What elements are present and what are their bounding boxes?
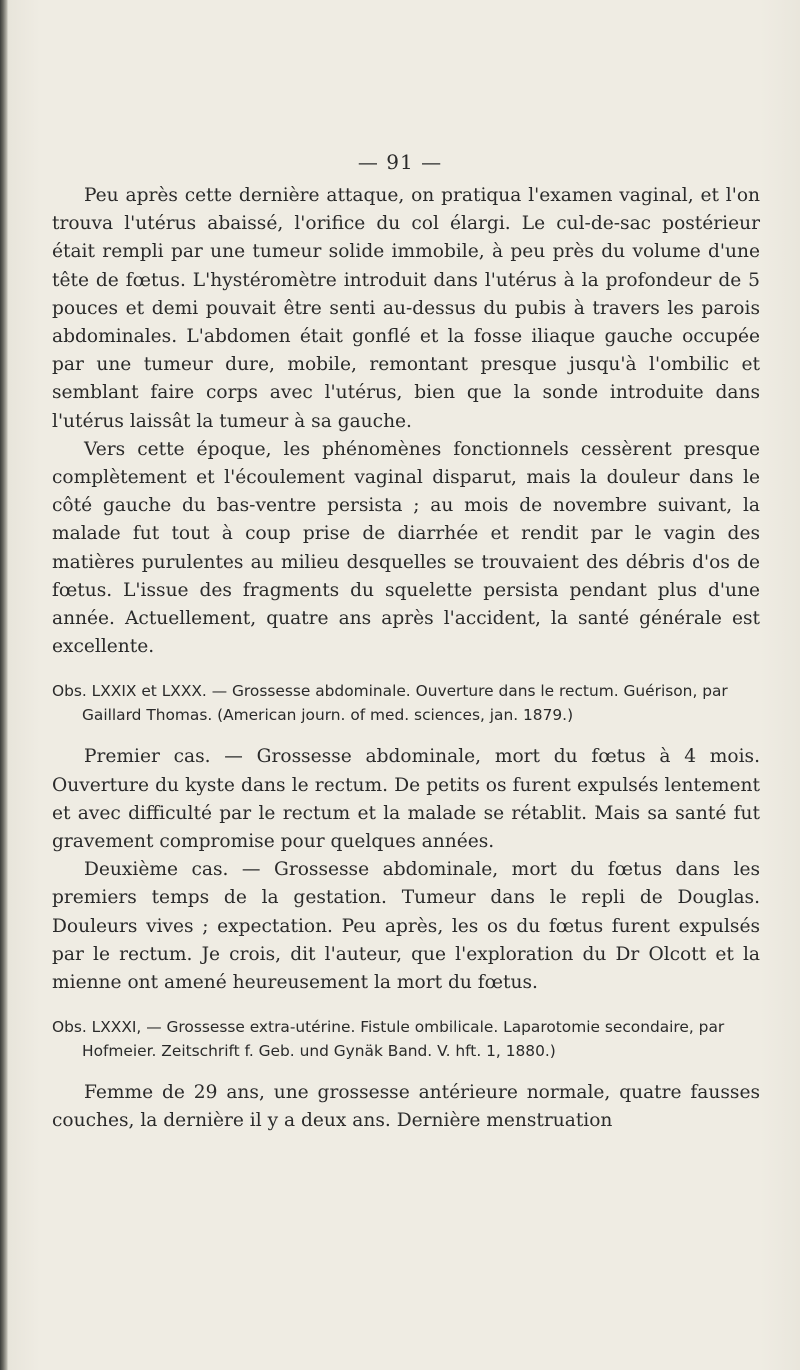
page-body <box>52 182 760 1136</box>
observation-heading-lxxix-lxxx: Obs. LXXIX et LXXX. — Grossesse abdominale. Ouverture dans le rectum. Guérison, par Gaillard Thomas. (American journ. of med. sciences, jan. 1879.) <box>52 682 728 725</box>
paragraph-evolution: Vers cette époque, les phénomènes fonctionnels cessèrent presque complètement et l'écoulement vaginal disparut, mais la douleur dans le côté gauche du bas-ventre persista ; au mois de novembre suivant, la malade fut tout à coup prise de diarrhée et rendit par le vagin des matières purulentes au milieu desquelles se trouvaient des débris d'os de fœtus. L'issue des fragments du squelette persista pendant plus d'une année. Actuellement, quatre ans après l'accident, la santé générale est excellente. <box>52 438 760 658</box>
paragraph-exam: Peu après cette dernière attaque, on pratiqua l'examen vaginal, et l'on trouva l'utérus abaissé, l'orifice du col élargi. Le cul-de-sac postérieur était rempli par une tumeur solide immobile, à peu près du volume d'une tête de fœtus. L'hystéromètre introduit dans l'utérus à la profondeur de 5 pouces et demi pouvait être senti au-dessus du pubis à travers les parois abdominales. L'abdomen était gonflé et la fosse iliaque gauche occupée par une tumeur dure, mobile, remontant presque jusqu'à l'ombilic et semblant faire corps avec l'utérus, bien que la sonde introduite dans l'utérus laissât la tumeur à sa gauche. <box>52 185 760 432</box>
book-binding-edge <box>0 0 8 1370</box>
paragraph-second-case: Deuxième cas. — Grossesse abdominale, mort du fœtus dans les premiers temps de la gestation. Tumeur dans le repli de Douglas. Douleurs vives ; expectation. Peu après, les os du fœtus furent expulsés par le rectum. Je crois, dit l'auteur, que l'exploration du Dr Olcott et la mienne ont amené heureusement la mort du fœtus. <box>52 859 760 994</box>
paragraph-first-case: Premier cas. — Grossesse abdominale, mort du fœtus à 4 mois. Ouverture du kyste dans le rectum. De petits os furent expulsés lentement et avec difficulté par le rectum et la malade se rétablit. Mais sa santé fut gravement compromise pour quelques années. <box>52 746 760 853</box>
page-number: — 91 — <box>357 150 443 174</box>
paragraph-case-history: Femme de 29 ans, une grossesse antérieure normale, quatre fausses couches, la dernière il y a deux ans. Dernière menstruation <box>52 1082 760 1132</box>
observation-heading-lxxxi: Obs. LXXXI, — Grossesse extra-utérine. Fistule ombilicale. Laparotomie secondaire, par Hofmeier. Zeitschrift f. Geb. und Gynäk Band. V. hft. 1, 1880.) <box>52 1018 725 1061</box>
